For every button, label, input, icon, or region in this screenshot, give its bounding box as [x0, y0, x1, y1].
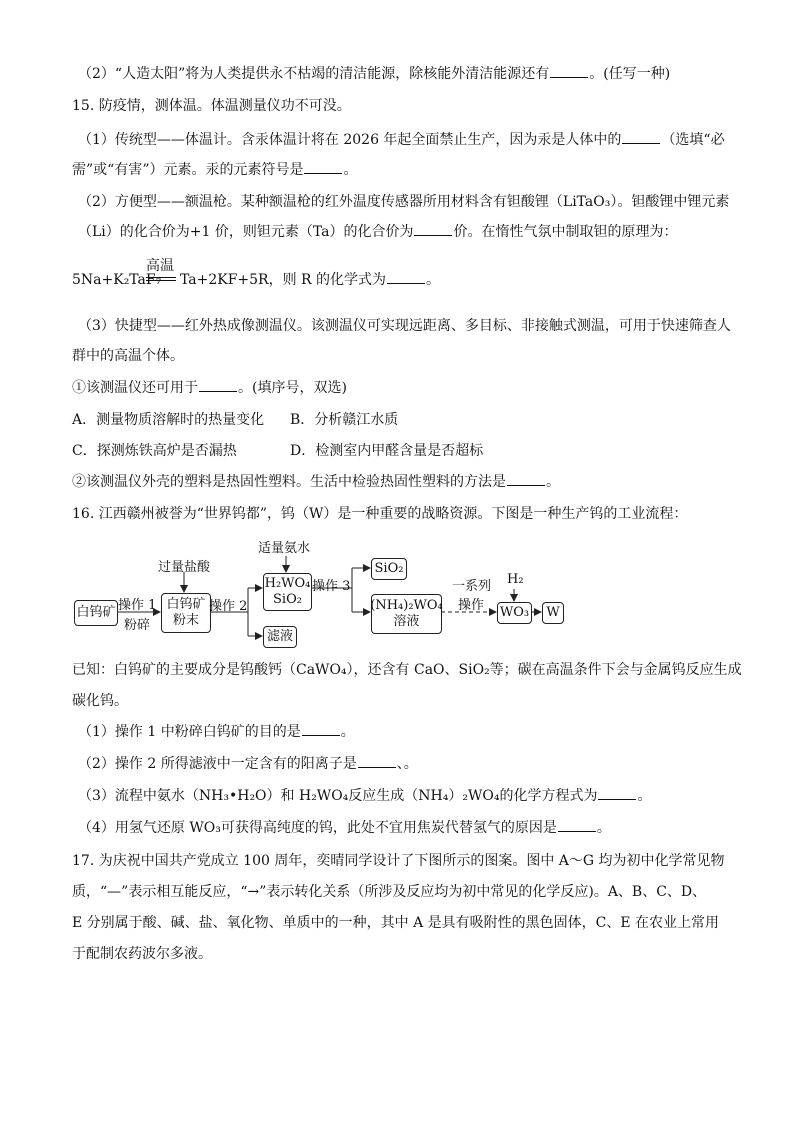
- q15-part2-line1: （2）方便型——额温枪。某种额温枪的红外温度传感器所用材料含有钽酸锂（LiTaO₃）。钽酸锂中锂元素: [78, 194, 730, 210]
- option-b: B．分析赣江水质: [290, 412, 399, 428]
- q15-part3-q1: ①该测温仪还可用于 。(填序号，双选): [72, 380, 347, 396]
- answer-blank[interactable]: [358, 755, 396, 768]
- q16-part4: （4）用氢气还原 WO₃可获得高纯度的钨，此处不宜用焦炭代替氢气的原因是 。: [78, 820, 611, 836]
- label-series: 一系列: [452, 579, 492, 594]
- q16-title: 16. 江西赣州被誉为“世界钨都”，钨（W）是一种重要的战略资源。下图是一种生产钨的工业流程：: [72, 506, 688, 522]
- q15-title: 15. 防疫情，测体温。体温测量仪功不可没。: [72, 98, 351, 114]
- exam-page: （2）“人造太阳”将为人类提供永不枯竭的清洁能源，除核能外清洁能源还有 。(任写一种) 15. 防疫情，测体温。体温测量仪功不可没。 （1）传统型——体温计。含汞体温计将在 2026 年起全面禁止生产，因为汞是人体中的 （选填“必 需”或“有害”）元素。汞的元素符号是 。 （2）方便型——额温枪。某种额温枪的红外温度传感器所用材料含有钽酸锂（LiTaO₃）。钽酸锂中锂元素 （Li）的化合价为+1 价，则钽元素（Ta）的化合价为 价。在惰性气氛中制取钽的原理为： 5Na+K₂TaF₇ 高温 Ta+2KF+5R，则 R 的化学式为 。 （3）快捷型——红外热成像测温仪。该测温仪可实现远距离、多目标、非接触式测温，可用于快速筛查人 群中的高温个体。 ①该测温仪还可用于 。(填序号，双选) A．测量物质溶解时的热量变化 B．分析赣江水质 C．探测炼铁高炉是否漏热 D．检测室内甲醛含量是否超标 ②该测温仪外壳的塑料是热固性塑料。生活中检验热固性塑料的方法是 。 16. 江西赣州被誉为“世界钨都”，钨（W）是一种重要的战略资源。下图是一种生产钨的工业流程： 白钨矿 操作 1 粉碎 过量盐酸 白钨矿 粉末 操作 2 适量氨水 H₂WO₄ SiO₂ 滤液 操作 3 SiO₂ (NH₄)₂WO₄ 溶液 一系列 操作 H₂ WO₃ W 已知：白钨矿的主要成分是钨酸钙（CaWO₄），还含有 CaO、SiO₂等；碳在高温条件下会与金属钨反应生成 碳化钨。 （1）操作 1 中粉碎白钨矿的目的是 。 （2）操作 2 所得滤液中一定含有的阳离子是 、。 （3）流程中氨水（NH₃•H₂O）和 H₂WO₄反应生成（NH₄）₂WO₄的化学方程式为 。 （4）用氢气还原 WO₃可获得高纯度的钨，此处不宜用焦炭代替氢气的原因是 。 17. 为庆祝中国共产党成立 100 周年，奕晴同学设计了下图所示的图案。图中 A～G 均为初中化学常见物 质，“—”表示相互能反应，“→”表示转化关系（所涉及反应均为初中常见的化学反应)。A、B、C、D、 E 分别属于酸、碱、盐、氧化物、单质中的一种，其中 A 是具有吸附性的黑色固体，C、E 在农业上常用 于配制农药波尔多液。: [0, 0, 793, 1122]
- label-operations: 操作: [458, 598, 485, 613]
- option-a: A．测量物质溶解时的热量变化: [72, 412, 265, 428]
- box-h2wo4-sio2: H₂WO₄ SiO₂: [263, 573, 312, 611]
- q16-known-line2: 碳化钨。: [72, 693, 128, 709]
- answer-blank[interactable]: [558, 819, 596, 832]
- q16-known-line1: 已知：白钨矿的主要成分是钨酸钙（CaWO₄），还含有 CaO、SiO₂等；碳在高温条件下会与金属钨反应生成: [72, 662, 742, 678]
- box-scheelite-powder: 白钨矿 粉末: [161, 593, 211, 633]
- label-h2: H₂: [507, 572, 524, 587]
- q16-part1: （1）操作 1 中粉碎白钨矿的目的是 。: [78, 724, 355, 740]
- box-wo3: WO₃: [497, 602, 532, 624]
- q16-part3: （3）流程中氨水（NH₃•H₂O）和 H₂WO₄反应生成（NH₄）₂WO₄的化学方程式为 。: [78, 788, 652, 804]
- label-crush: 粉碎: [124, 618, 151, 633]
- q17-line3: E 分别属于酸、碱、盐、氧化物、单质中的一种，其中 A 是具有吸附性的黑色固体，C、E 在农业上常用: [72, 915, 720, 931]
- q17-line2: 质，“—”表示相互能反应，“→”表示转化关系（所涉及反应均为初中常见的化学反应)。A、B、C、D、: [72, 884, 707, 900]
- box-sio2: SiO₂: [371, 558, 407, 580]
- label-operation-3: 操作 3: [312, 579, 351, 594]
- answer-blank[interactable]: [302, 723, 340, 736]
- q15-part2-line2: （Li）的化合价为+1 价，则钽元素（Ta）的化合价为 价。在惰性气氛中制取钽的原理为：: [78, 224, 678, 240]
- label-excess-hcl: 过量盐酸: [158, 560, 211, 575]
- label-ammonia: 适量氨水: [258, 541, 311, 556]
- box-w: W: [542, 602, 564, 624]
- label-operation-1: 操作 1: [118, 598, 157, 613]
- q14-part2: （2）“人造太阳”将为人类提供永不枯竭的清洁能源，除核能外清洁能源还有 。(任写一种): [78, 66, 671, 82]
- option-c: C．探测炼铁高炉是否漏热: [72, 443, 237, 459]
- reaction-condition: 高温: [146, 258, 174, 274]
- box-filtrate: 滤液: [263, 626, 297, 648]
- q15-part3-line1: （3）快捷型——红外热成像测温仪。该测温仪可实现远距离、多目标、非接触式测温，可用于快速筛查人: [78, 318, 731, 334]
- q16-part2: （2）操作 2 所得滤液中一定含有的阳离子是 、。: [78, 756, 418, 772]
- q15-part1-line2: 需”或“有害”）元素。汞的元素符号是 。: [72, 162, 358, 178]
- answer-blank[interactable]: [598, 787, 636, 800]
- q17-line1: 17. 为庆祝中国共产党成立 100 周年，奕晴同学设计了下图所示的图案。图中 A～G 均为初中化学常见物: [72, 853, 725, 869]
- q15-part3-q2: ②该测温仪外壳的塑料是热固性塑料。生活中检验热固性塑料的方法是 。: [72, 474, 560, 490]
- option-d: D．检测室内甲醛含量是否超标: [290, 443, 484, 459]
- label-operation-2: 操作 2: [209, 599, 248, 614]
- q17-line4: 于配制农药波尔多液。: [72, 946, 212, 962]
- box-scheelite-ore: 白钨矿: [74, 600, 118, 626]
- box-ammonium-tungstate: (NH₄)₂WO₄ 溶液: [371, 594, 442, 634]
- q15-part1-line1: （1）传统型——体温计。含汞体温计将在 2026 年起全面禁止生产，因为汞是人体中的 （选填“必: [78, 132, 725, 148]
- q15-part3-line2: 群中的高温个体。: [72, 348, 184, 364]
